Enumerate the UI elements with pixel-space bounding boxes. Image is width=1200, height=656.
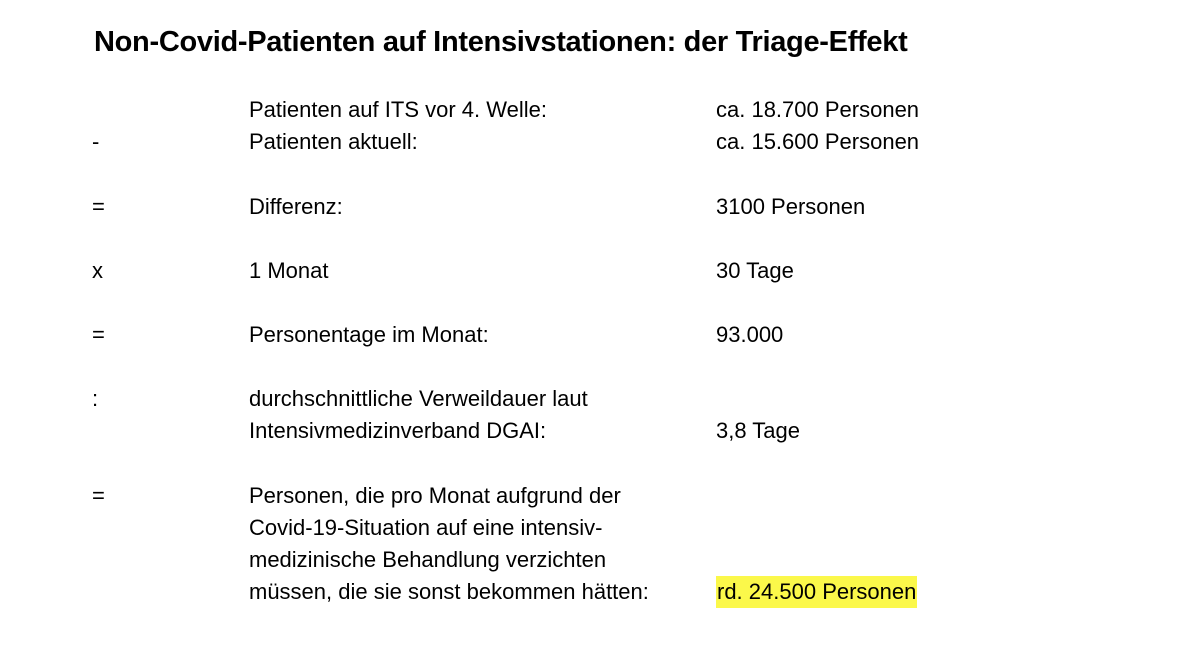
row-label: [249, 383, 709, 447]
operator-symbol: =: [92, 194, 105, 219]
row-label: [249, 255, 709, 287]
row-label: [249, 191, 709, 223]
row-label: [249, 94, 709, 126]
row-value: 3,8 Tage: [716, 418, 801, 443]
page-title: Non-Covid-Patienten auf Intensivstationen: der Triage-Effekt: [94, 26, 908, 58]
row-value: 30 Tage: [716, 258, 794, 283]
operator-symbol: :: [92, 386, 99, 411]
row-label-line: Covid-19-Situation auf eine intensiv-: [249, 515, 603, 540]
row-value: 93.000: [716, 322, 784, 347]
operator-symbol: x: [92, 258, 103, 283]
row-label-line: Personentage im Monat:: [249, 322, 489, 347]
row-label-line: müssen, die sie sonst bekommen hätten:: [249, 579, 649, 604]
row-value: ca. 18.700 Personen: [716, 97, 920, 122]
row-label: [249, 319, 709, 351]
row-label: [249, 126, 709, 158]
row-label: [249, 480, 709, 608]
row-value: ca. 15.600 Personen: [716, 129, 920, 154]
result-value-highlighted: rd. 24.500 Personen: [716, 576, 917, 608]
row-label-line: 1 Monat: [249, 258, 329, 283]
row-label-line: durchschnittliche Verweildauer laut: [249, 386, 588, 411]
row-label-line: Patienten aktuell:: [249, 129, 418, 154]
row-label-line: Differenz:: [249, 194, 343, 219]
operator-symbol: =: [92, 483, 105, 508]
row-value: 3100 Personen: [716, 194, 866, 219]
operator-symbol: =: [92, 322, 105, 347]
row-label-line: Personen, die pro Monat aufgrund der: [249, 483, 621, 508]
row-label-line: Patienten auf ITS vor 4. Welle:: [249, 97, 547, 122]
row-label-line: Intensivmedizinverband DGAI:: [249, 418, 547, 443]
operator-symbol: -: [92, 129, 100, 154]
row-label-line: medizinische Behandlung verzichten: [249, 547, 607, 572]
